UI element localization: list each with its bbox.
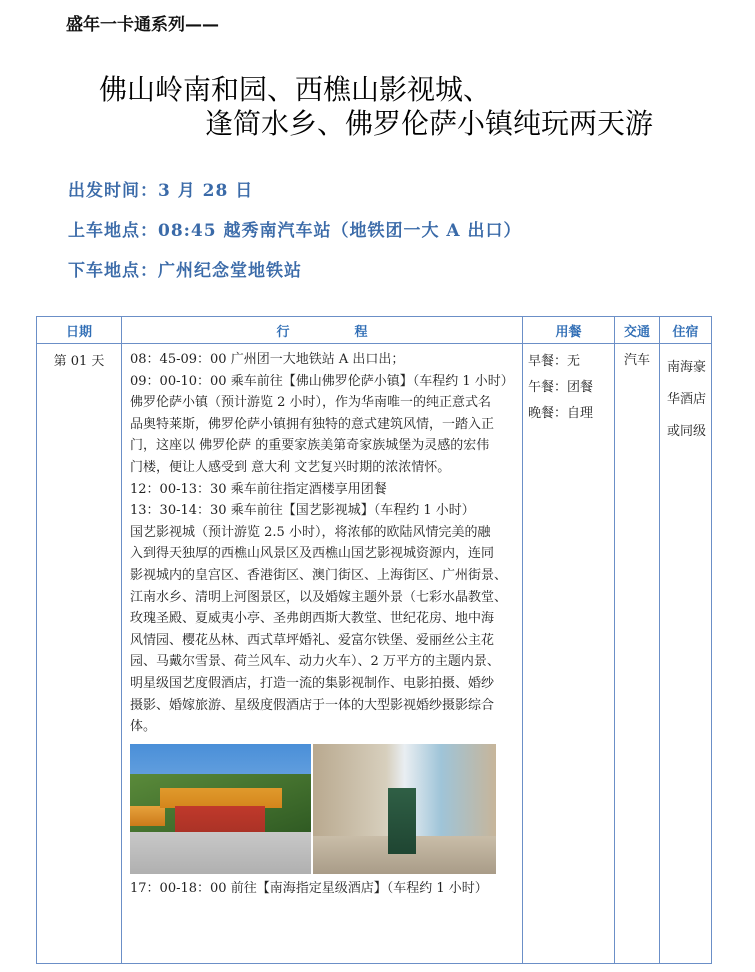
itinerary-line: 江南水乡、清明上河图景区，以及婚嫁主题外景（七彩水晶教堂、	[130, 589, 508, 605]
itinerary-text-b	[130, 878, 518, 900]
itinerary-line: 影视城内的皇宫区、香港街区、澳门街区、上海街区、广州街景、	[130, 567, 508, 583]
hotel-line: 华酒店	[667, 392, 707, 407]
hotel-line: 南海豪	[667, 360, 707, 375]
header-meals: 用餐	[523, 317, 615, 344]
itinerary-line: 园、马戴尔雪景、荷兰风车、动力火车）、2 万平方的主题内景、	[130, 654, 500, 670]
header-date: 日期	[37, 317, 122, 344]
itinerary-line: 入到得天独厚的西樵山风景区及西樵山国艺影视城资源内，连同	[130, 546, 495, 562]
itinerary-line: 13：30-14：30 乘车前往【国艺影视城】（车程约 1 小时）	[130, 503, 475, 519]
day-cell: 第 01 天	[37, 344, 122, 964]
itinerary-line: 12：00-13：30 乘车前往指定酒楼享用团餐	[130, 481, 387, 497]
transport-cell: 汽车	[615, 344, 660, 964]
meal-lunch: 午餐：团餐	[528, 380, 594, 395]
palace-photo	[130, 744, 311, 874]
itinerary-line: 门，这座以 佛罗伦萨 的重要家族美第奇家族城堡为灵感的宏伟	[130, 438, 490, 454]
departure-time: 出发时间：3 月 28 日	[68, 181, 254, 201]
dropoff-location: 下车地点：广州纪念堂地铁站	[68, 261, 302, 281]
hotel-cell	[660, 344, 712, 964]
series-label: 盛年一卡通系列——	[66, 15, 219, 35]
itinerary-line: 品奥特莱斯，佛罗伦萨小镇拥有独特的意式建筑风情，一踏入正	[130, 416, 495, 432]
itinerary-text-a	[130, 349, 518, 738]
photo-row	[130, 744, 518, 874]
tram-street-photo	[313, 744, 496, 874]
itinerary-line: 明星级国艺度假酒店，打造一流的集影视制作、电影拍摄、婚纱	[130, 675, 495, 691]
pickup-location: 上车地点：08:45 越秀南汽车站（地铁团一大 A 出口）	[68, 221, 522, 241]
itinerary-line: 摄影、婚嫁旅游、星级度假酒店于一体的大型影视婚纱摄影综合	[130, 697, 495, 713]
itinerary-line: 门楼，便让人感受到 意大利 文艺复兴时期的浓浓情怀。	[130, 459, 451, 475]
itinerary-line: 玫瑰圣殿、夏威夷小亭、圣弗朗西斯大教堂、世纪花房、地中海	[130, 611, 495, 627]
itinerary-line: 风情园、樱花丛林、西式草坪婚礼、爱富尔铁堡、爱丽丝公主花	[130, 632, 495, 648]
table-row	[37, 344, 712, 964]
itinerary-line: 09：00-10：00 乘车前往【佛山佛罗伦萨小镇】（车程约 1 小时）	[130, 373, 514, 389]
header-transport: 交通	[615, 317, 660, 344]
meal-breakfast: 早餐：无	[528, 354, 581, 369]
itinerary-line: 17：00-18：00 前往【南海指定星级酒店】（车程约 1 小时）	[130, 880, 488, 896]
meals-cell	[523, 344, 615, 964]
header-hotel: 住宿	[660, 317, 712, 344]
hotel-line: 或同级	[667, 424, 707, 439]
itinerary-table	[36, 316, 712, 964]
table-header-row	[37, 317, 712, 344]
itinerary-line: 佛罗伦萨小镇（预计游览 2 小时），作为华南唯一的纯正意式名	[130, 395, 492, 411]
page-title-line1: 佛山岭南和园、西樵山影视城、	[99, 73, 492, 106]
header-itinerary: 行 程	[122, 317, 523, 344]
itinerary-line: 国艺影视城（预计游览 2.5 小时），将浓郁的欧陆风情完美的融	[130, 524, 491, 540]
itinerary-cell	[122, 344, 523, 964]
itinerary-line: 08：45-09：00 广州团一大地铁站 A 出口出；	[130, 352, 405, 367]
itinerary-line: 体。	[130, 719, 157, 735]
meal-dinner: 晚餐：自理	[528, 406, 594, 421]
page-title-line2: 逢简水乡、佛罗伦萨小镇纯玩两天游	[205, 107, 654, 140]
